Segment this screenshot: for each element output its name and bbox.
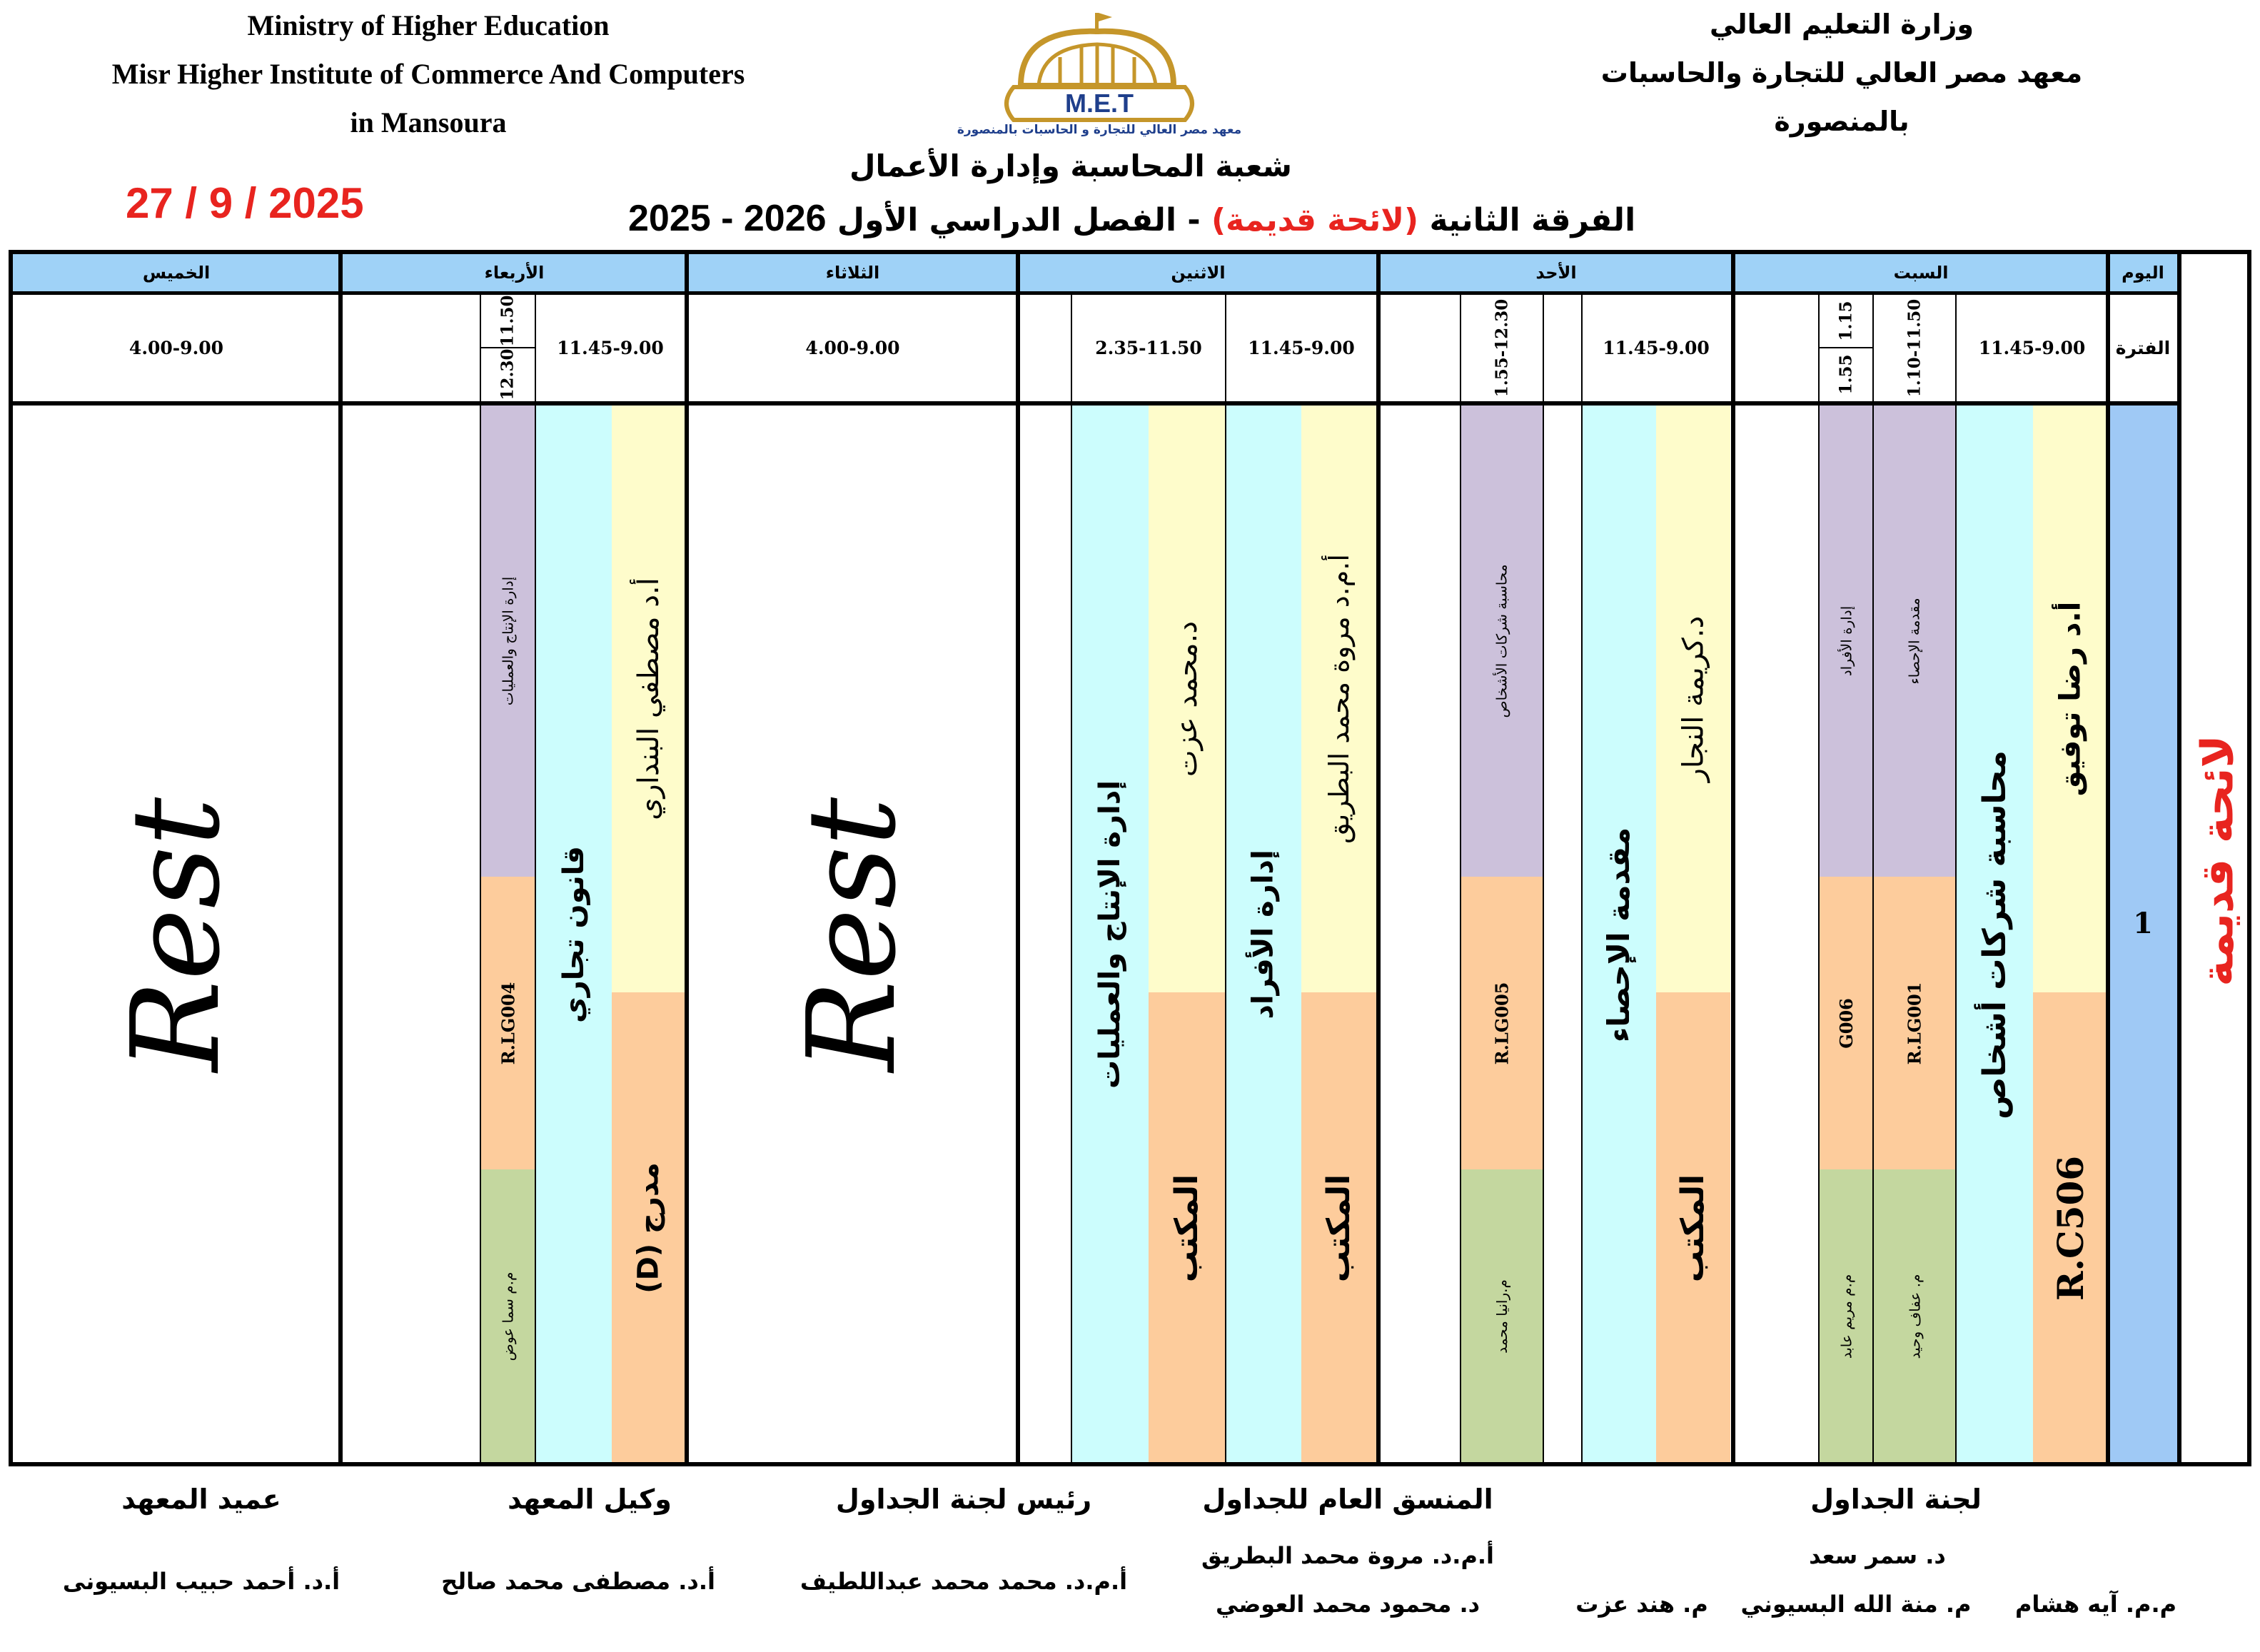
institute-en: Misr Higher Institute of Commerce And Computers (111, 58, 745, 90)
grid-mon-b (1071, 293, 1072, 1464)
grid-sat-a (1955, 293, 1957, 1464)
logo-caption: معهد مصر العالي للتجارة و الحاسبات بالمنصورة (957, 123, 1242, 137)
city-en: in Mansoura (350, 106, 507, 138)
wed-sec-room: R.LG004 (498, 982, 518, 1064)
grid-top (9, 250, 2251, 254)
wed-main-course: قانون تجاري (557, 846, 590, 1023)
grid-sat-group (2106, 250, 2110, 1466)
period-mon-1: 11.45-9.00 (1248, 337, 1355, 358)
day-tuesday: الثلاثاء (687, 254, 1018, 291)
period-tue: 4.00-9.00 (805, 337, 900, 358)
sat-sec2-room: G006 (1835, 997, 1857, 1049)
sat-sec1-ta: م. عفاف وحيد (1906, 1274, 1924, 1359)
sun-main-course: مقدمة الإحصاء (1601, 827, 1637, 1042)
grid-tue-mon (1016, 250, 1020, 1466)
committee-head-title: رئيس لجنة الجداول (835, 1484, 1092, 1515)
mon-main-room: المكتب (1321, 1174, 1358, 1282)
period-sat-2: 1.10-11.50 (1905, 298, 1924, 397)
wed-sec-ta: م.م سما عوض (499, 1271, 517, 1361)
sun-main-room: المكتب (1675, 1174, 1712, 1282)
grid-wed-b (480, 293, 481, 1464)
sat-sec2-ta: م.م مريم عابد (1837, 1274, 1855, 1359)
day-sunday: الأحد (1378, 254, 1734, 291)
city-ar: بالمنصورة (1774, 106, 1910, 137)
mon-sec-professor: د.محمد عزت (1171, 620, 1204, 777)
department-title: شعبة المحاسبة وإدارة الأعمال (849, 148, 1292, 183)
period-wed-2b: 12.30 (498, 348, 518, 401)
ministry-en: Ministry of Higher Education (247, 9, 610, 41)
mon-main-professor: أ.م.د مروة محمد البطريق (1323, 554, 1356, 844)
grid-sat-c (1818, 293, 1820, 1464)
grid-row2 (9, 401, 2179, 406)
year-range: 2025 - 2026 (628, 198, 827, 239)
grid-sun-a (1581, 293, 1583, 1464)
old-regulation-side-label: لائحة قديمة (2191, 734, 2244, 987)
grid-wed-a (535, 293, 536, 1464)
schedule-date: 27 / 9 / 2025 (126, 179, 364, 227)
sat-sec1-room: R.LG001 (1904, 982, 1925, 1064)
sat-main-room: R.C506 (2049, 1155, 2092, 1301)
sat-main-professor: أ.د رضا توفيق (2054, 601, 2087, 797)
level-prefix: الفرقة الثانية (1429, 202, 1636, 238)
grid-sun-c (1460, 293, 1461, 1464)
grid-wed-tue (685, 250, 689, 1466)
coordinator-member-1: أ.م.د. مروة محمد البطريق (1201, 1542, 1495, 1569)
period-sat-3a: 1.15 (1836, 301, 1856, 341)
committee-member-1: د. سمر سعد (1809, 1542, 1946, 1569)
grid-right (2247, 250, 2251, 1466)
grid-mon-a (1225, 293, 1226, 1464)
grid-row1 (9, 291, 2179, 295)
vice-dean-title: وكيل المعهد (508, 1484, 672, 1515)
institute-logo (914, 7, 1285, 143)
period-label-header: الفترة (2115, 337, 2171, 358)
day-monday: الاثنين (1018, 254, 1378, 291)
level-red: (لائحة قديمة) (1211, 202, 1419, 238)
grid-left (9, 250, 13, 1466)
wed-sec-course: إدارة الإنتاج والعمليات (499, 576, 517, 706)
committee-head-name: أ.م.د. محمد محمد عبداللطيف (799, 1568, 1128, 1595)
ministry-ar: وزارة التعليم العالي (1709, 9, 1974, 40)
sat-sec2-course: إدارة الأفراد (1837, 605, 1855, 677)
day-saturday: السبت (1734, 254, 2108, 291)
sat-sec1-course: مقدمة الإحصاء (1906, 598, 1924, 685)
grid-thu-wed (338, 250, 343, 1466)
period-sat-3b: 1.55 (1836, 354, 1856, 395)
day-thursday: الخميس (11, 254, 341, 291)
dean-title: عميد المعهد (121, 1484, 281, 1515)
mon-sec-room: المكتب (1169, 1174, 1206, 1282)
vice-dean-name: أ.د. مصطفى محمد صالح (441, 1568, 715, 1595)
coordinator-member-2: د. محمود محمد العوضي (1215, 1591, 1480, 1618)
grid-sun-sat (1731, 250, 1735, 1466)
period-thu: 4.00-9.00 (128, 337, 224, 358)
wed-main-room: مدرج (D) (632, 1162, 665, 1294)
grid-mon-sun (1376, 250, 1381, 1466)
sun-sec-ta: م.رانيا محمد (1493, 1279, 1510, 1354)
institute-ar: معهد مصر العالي للتجارة والحاسبات (1600, 57, 2083, 89)
coordinator-title: المنسق العام للجداول (1202, 1484, 1493, 1515)
committee-member-2: م. منة الله البسيوني (1740, 1591, 1972, 1618)
period-mon-2: 2.35-11.50 (1095, 337, 1202, 358)
mon-sec-course: إدارة الإنتاج والعمليات (1094, 780, 1126, 1089)
grid-sat-b (1872, 293, 1874, 1464)
logo-text: M.E.T (1065, 89, 1134, 118)
period-wed-1: 11.45-9.00 (557, 337, 664, 358)
wed-main-professor: أ.د مصطفي البنداري (632, 578, 665, 820)
grid-sun-b (1543, 293, 1544, 1464)
sun-sec-room: R.LG005 (1491, 982, 1513, 1064)
sat-main-course: محاسبة شركات أشخاص (1976, 750, 2013, 1119)
day-wednesday: الأربعاء (341, 254, 687, 291)
grid-wed-period-split (480, 347, 535, 348)
level-title (628, 197, 1635, 240)
mon-main-course: إدارة الأفراد (1247, 850, 1281, 1019)
sun-main-professor: د.كريمة النجار (1677, 615, 1710, 782)
period-sun-1: 11.45-9.00 (1603, 337, 1710, 358)
sun-sec-course: محاسبة شركات الأشخاص (1493, 564, 1510, 718)
grid-sat-period-split (1819, 347, 1873, 348)
period-sat-1: 11.45-9.00 (1978, 337, 2086, 358)
tue-rest: Rest (782, 797, 924, 1072)
dean-name: أ.د. أحمد حبيب البسيونى (62, 1568, 340, 1595)
committee-member-4: م. هند عزت (1575, 1591, 1708, 1618)
grid-group-side (2177, 250, 2181, 1466)
day-label-header: اليوم (2108, 254, 2178, 291)
period-sun-2: 1.55-12.30 (1492, 298, 1512, 397)
committee-title: لجنة الجداول (1810, 1484, 1982, 1515)
grid-bottom (9, 1462, 2251, 1466)
period-wed-2a: 11.50 (498, 295, 518, 347)
committee-member-3: م.م. آيه هشام (2014, 1591, 2177, 1618)
group-number: 1 (2133, 907, 2153, 940)
thu-rest: Rest (105, 797, 247, 1072)
level-suffix: - الفصل الدراسي الأول (837, 202, 1201, 238)
